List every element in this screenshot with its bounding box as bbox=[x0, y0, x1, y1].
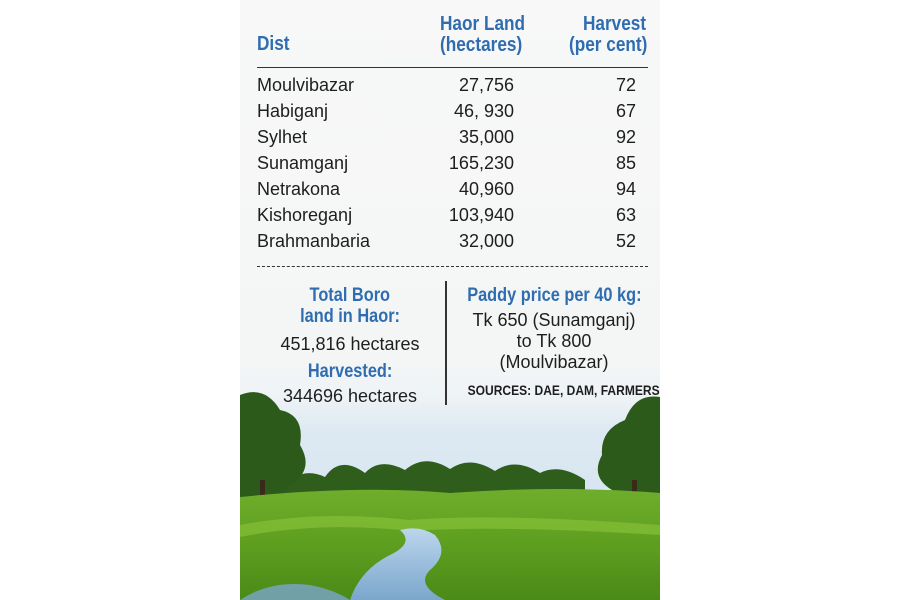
harvest-percent-cell: 67 bbox=[615, 101, 636, 121]
harvested-value: 344696 hectares bbox=[282, 386, 418, 406]
meadow bbox=[240, 489, 660, 600]
price-label: Paddy price per 40 kg: bbox=[466, 285, 642, 306]
haor-land-cell: 32,000 bbox=[458, 231, 514, 251]
haor-land-cell: 40,960 bbox=[458, 179, 514, 199]
header-haor-land bbox=[440, 14, 540, 56]
table-row bbox=[257, 231, 637, 257]
haor-land-cell: 27,756 bbox=[458, 75, 514, 95]
summary-right bbox=[452, 285, 660, 400]
district-cell: Sunamganj bbox=[257, 153, 349, 173]
harvest-percent-cell: 52 bbox=[615, 231, 636, 251]
total-value: 451,816 hectares bbox=[280, 334, 420, 354]
header-haor-land-line1: Haor Land bbox=[440, 13, 526, 35]
infographic-card bbox=[240, 0, 660, 600]
table-row bbox=[257, 75, 637, 101]
district-cell: Sylhet bbox=[257, 127, 308, 147]
sources-credit: SOURCES: DAE, DAM, FARMERS bbox=[467, 382, 660, 398]
total-label-line1: Total Boro bbox=[309, 285, 391, 306]
header-haor-land-line2: (hectares) bbox=[440, 34, 523, 56]
haor-land-cell: 165,230 bbox=[448, 153, 514, 173]
tree-right bbox=[598, 396, 660, 497]
haor-land-cell: 35,000 bbox=[458, 127, 514, 147]
table-row bbox=[257, 205, 637, 231]
harvested-label: Harvested: bbox=[307, 361, 393, 382]
haor-land-cell: 103,940 bbox=[448, 205, 514, 225]
harvest-percent-cell: 72 bbox=[615, 75, 636, 95]
district-cell: Habiganj bbox=[257, 101, 329, 121]
header-rule bbox=[257, 67, 648, 68]
header-harvest-line1: Harvest bbox=[583, 13, 647, 35]
header-harvest bbox=[569, 14, 659, 56]
district-cell: Moulvibazar bbox=[257, 75, 355, 95]
table-row bbox=[257, 127, 637, 153]
harvest-percent-cell: 92 bbox=[615, 127, 636, 147]
district-cell: Netrakona bbox=[257, 179, 341, 199]
header-dist: Dist bbox=[257, 33, 290, 55]
table-row bbox=[257, 153, 637, 179]
harvest-percent-cell: 85 bbox=[615, 153, 636, 173]
table-row bbox=[257, 101, 637, 127]
dashed-divider bbox=[257, 266, 648, 267]
harvest-percent-cell: 63 bbox=[615, 205, 636, 225]
total-label-line2: land in Haor: bbox=[300, 306, 400, 327]
header-harvest-line2: (per cent) bbox=[569, 34, 648, 56]
district-cell: Brahmanbaria bbox=[257, 231, 371, 251]
haor-land-cell: 46, 930 bbox=[453, 101, 514, 121]
district-cell: Kishoreganj bbox=[257, 205, 353, 225]
price-line1: Tk 650 (Sunamganj) bbox=[472, 310, 636, 330]
table-row bbox=[257, 179, 637, 205]
price-line2: to Tk 800 bbox=[516, 331, 592, 351]
haor-landscape-image bbox=[240, 385, 660, 600]
price-line3: (Moulvibazar) bbox=[499, 352, 609, 372]
harvest-percent-cell: 94 bbox=[615, 179, 636, 199]
